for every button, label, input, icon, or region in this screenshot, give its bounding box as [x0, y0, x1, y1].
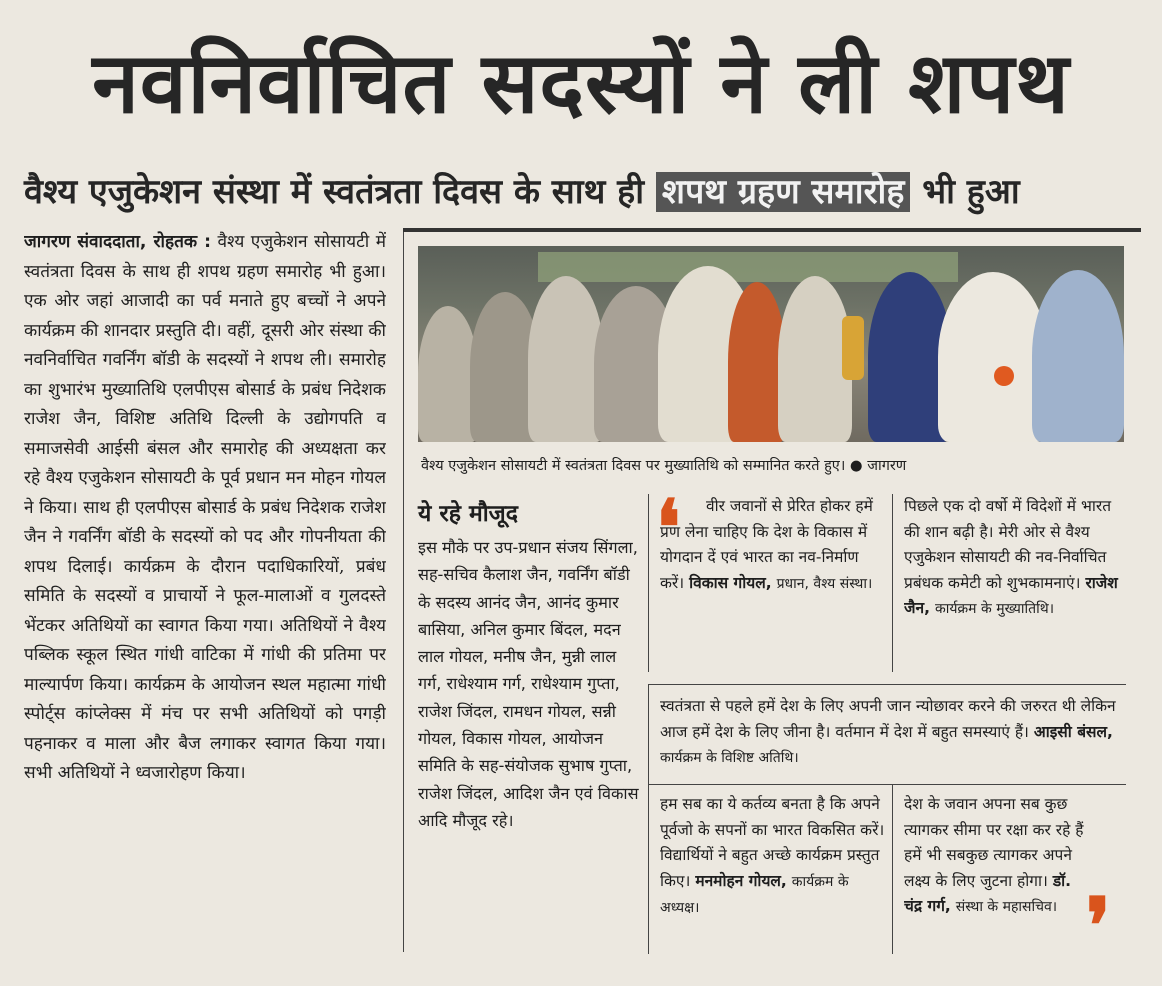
lead-article [24, 228, 386, 948]
person-figure [1032, 270, 1124, 442]
lead-body: वैश्य एजुकेशन सोसायटी में स्वतंत्रता दिवस के साथ ही शपथ ग्रहण समारोह भी हुआ। एक ओर जहां आजादी का पर्व मनाते हुए बच्चों ने अपने कार्यक्रम की शानदार प्रस्तुति दी। वहीं, दूसरी ओर संस्था की नवनिर्वाचित गवर्निंग बॉडी के सदस्यों ने शपथ ली। समारोह का शुभारंभ मुख्यातिथि एलपीएस बोसार्ड के प्रबंध निदेशक राजेश जैन, विशिष्ट अतिथि दिल्ली के उद्योगपति व समाजसेवी आईसी बंसल और समारोह की अध्यक्षता कर रहे वैश्य एजुकेशन सोसायटी के पूर्व प्रधान मन मोहन गोयल ने किया। साथ ही एलपीएस बोसार्ड के प्रबंध निदेशक राजेश जैन ने गवर्निंग बॉडी के सदस्यों को पद और गोपनीयता की शपथ दिलाई। कार्यक्रम के दौरान पदाधिकारियों, प्रबंध समिति के सदस्यों व प्राचार्यो ने फूल-मालाओं व गुलदस्ते भेंटकर अतिथियों का स्वागत किया गया। अतिथियों ने वैश्य पब्लिक स्कूल स्थित गांधी वाटिका में गांधी की प्रतिमा पर माल्यार्पण किया। कार्यक्रम के आयोजन स्थल महात्मा गांधी स्पोर्ट्स कांप्लेक्स में मंच पर सभी अतिथियों को पगड़ी पहनाकर व माला और बैज लगाकर स्वागत किया गया। सभी अतिथियों ने ध्वजारोहण किया। [24, 232, 386, 783]
column-divider [648, 684, 649, 954]
quote-vikas-goyal [660, 494, 886, 664]
present-list: इस मौके पर उप-प्रधान संजय सिंगला, सह-सचिव कैलाश जैन, गवर्निंग बॉडी के सदस्य आनंद जैन, आनंद कुमार बासिया, अनिल कुमार बिंदल, मदन लाल गोयल, मनीष जैन, मुन्नी लाल गर्ग, राधेश्याम गर्ग, राधेश्याम गुप्ता, राजेश जिंदल, रामधन गोयल, सन्नी गोयल, विकास गोयल, आयोजन समिति के सह-संयोजक सुभाष गुप्ता, राजेश जिंदल, आदिश जैन एवं विकास आदि मौजूद रहे। [418, 538, 639, 830]
rosette-badge [994, 366, 1014, 386]
box-divider [648, 684, 1126, 685]
subhead-highlight: शपथ ग्रहण समारोह [656, 172, 911, 212]
quote-author: मनमोहन गोयल, [695, 871, 787, 890]
column-divider [892, 494, 893, 672]
quote-text: स्वतंत्रता से पहले हमें देश के लिए अपनी जान न्योछावर करने की जरुरत थी लेकिन आज हमें देश के लिए जीना है। वर्तमान में देश में बहुत समस्याएं हैं। [660, 697, 1116, 741]
subhead-text: वैश्य एजुकेशन संस्था में स्वतंत्रता दिवस के साथ ही [24, 172, 644, 212]
column-divider [648, 494, 649, 672]
section-rule [403, 228, 1141, 232]
open-quote-icon: ❛ [656, 483, 681, 572]
trophy [842, 316, 864, 380]
quote-text: हम सब का ये कर्तव्य बनता है कि अपने पूर्वजो के सपनों का भारत विकसित करें। विद्यार्थियों ने बहुत अच्छे कार्यक्रम प्रस्तुत किए। [660, 795, 885, 890]
person-figure [528, 276, 604, 442]
quote-author: आइसी बंसल, [1033, 722, 1113, 741]
close-quote-icon: ❜ [1086, 881, 1111, 970]
box-divider [648, 784, 1126, 785]
column-divider [892, 784, 893, 954]
photo-caption: वैश्य एजुकेशन सोसायटी में स्वतंत्रता दिवस पर मुख्यातिथि को सम्मानित करते हुए। ● जागरण [421, 458, 907, 474]
present-heading: ये रहे मौजूद [418, 501, 518, 527]
subheadline [24, 162, 1144, 222]
quote-text: पिछले एक दो वर्षो में विदेशों में भारत की शान बढ़ी है। मेरी ओर से वैश्य एजुकेशन सोसायटी की नव-निर्वाचित प्रबंधक कमेटी को शुभकामनाएं। [904, 497, 1112, 592]
subhead-text-end: भी हुआ [922, 172, 1020, 212]
byline: जागरण संवाददाता, रोहतक : [24, 232, 211, 252]
quote-role: संस्था के महासचिव। [955, 899, 1058, 915]
quote-text: वीर जवानों से प्रेरित होकर हमें प्रण लेना चाहिए कि देश के विकास में योगदान दें एवं भारत का नव-निर्माण करें। [660, 497, 873, 592]
quote-role: प्रधान, वैश्य संस्था। [776, 575, 873, 592]
column-divider [403, 232, 404, 952]
quote-role: कार्यक्रम के अध्यक्ष। [660, 873, 849, 916]
quote-manmohan-goyal [660, 792, 886, 952]
quote-chandra-garg [904, 792, 1084, 952]
quote-role: कार्यक्रम के विशिष्ट अतिथि। [660, 750, 799, 766]
quote-text: देश के जवान अपना सब कुछ त्यागकर सीमा पर रक्षा कर रहे हैं हमें भी सबकुछ त्यागकर अपने लक्ष्य के लिए जुटना होगा। [904, 795, 1084, 890]
person-figure [418, 306, 478, 442]
quote-rajesh-jain [904, 494, 1130, 664]
quote-author: डॉ. चंद्र गर्ग, [904, 871, 1072, 915]
quote-author: राजेश जैन, [904, 573, 1118, 617]
quote-role: कार्यक्रम के मुख्यातिथि। [934, 601, 1055, 617]
headline: नवनिर्वाचित सदस्यों ने ली शपथ [92, 34, 1070, 132]
event-photo [418, 246, 1124, 442]
person-figure [778, 276, 852, 442]
quote-ic-bansal [660, 694, 1126, 778]
quote-author: विकास गोयल, [689, 573, 772, 592]
